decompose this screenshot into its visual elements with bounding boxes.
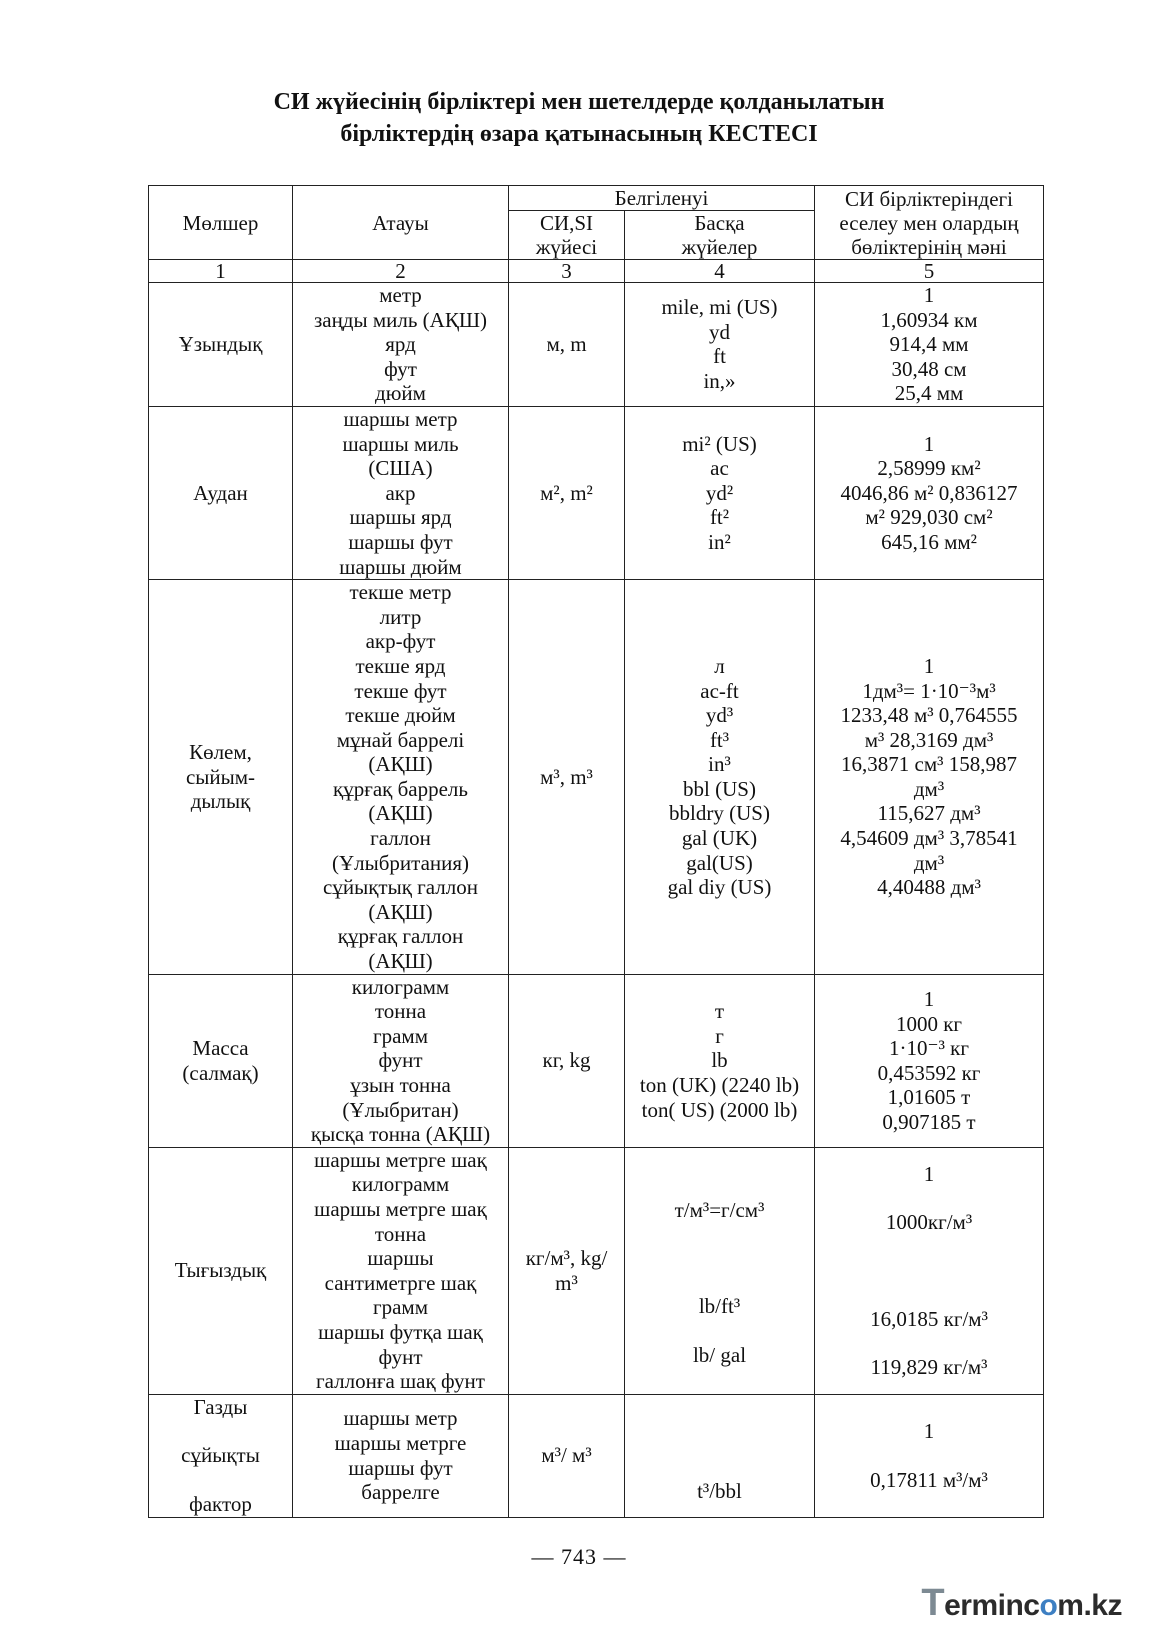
column-number-row — [149, 260, 1044, 283]
cell-line — [817, 1259, 1041, 1283]
cell-line: тонна — [374, 1221, 427, 1246]
cell-line: м³ 28,3169 дм³ — [864, 727, 994, 752]
cell-line: 0,453592 кг — [877, 1060, 981, 1085]
cell-line — [151, 1468, 290, 1492]
cell-line: (салмақ) — [182, 1060, 259, 1085]
cell-line: 1 — [923, 653, 935, 678]
cell-line: фут — [384, 356, 417, 381]
cell-line: mile, mi (US) — [661, 295, 778, 320]
row-quantity — [149, 974, 293, 1147]
cell-line: қысқа тонна (АҚШ) — [310, 1122, 491, 1147]
cell-line: кг/м³, kg/ — [525, 1246, 608, 1271]
title-line-1: СИ жүйесінің бірліктері мен шетелдерде қолданылатын — [273, 89, 885, 115]
cell-line: фунт — [378, 1048, 423, 1073]
row-names — [293, 283, 509, 407]
table-body — [149, 283, 1044, 1518]
header-name: Атауы — [293, 186, 509, 260]
cell-line: құрғақ галлон — [337, 924, 464, 949]
cell-line: Газды — [193, 1394, 248, 1419]
row-si-symbol — [509, 580, 625, 975]
cell-line: мұнай баррелі — [336, 727, 465, 752]
cell-line: Ұзындық — [178, 332, 263, 357]
cell-line: 1,60934 км — [880, 307, 978, 332]
cell-line: шаршы метрге — [334, 1431, 467, 1456]
cell-line: lb/ gal — [692, 1343, 747, 1368]
cell-line: сұйықты — [181, 1443, 260, 1468]
cell-line: 1000кг/м³ — [885, 1210, 973, 1235]
cell-line: галлонға шақ фунт — [316, 1369, 485, 1394]
cell-line: шаршы миль — [342, 431, 459, 456]
cell-line: m³ — [555, 1270, 578, 1295]
cell-line: in³ — [708, 752, 731, 777]
cell-line: 2,58999 км² — [877, 456, 981, 481]
cell-line: шаршы метрге шақ — [314, 1147, 487, 1172]
cell-line — [151, 1419, 290, 1443]
row-names — [293, 580, 509, 975]
cell-line: 1000 кг — [895, 1011, 963, 1036]
cell-line: сұйықтық галлон — [323, 875, 478, 900]
cell-line: шаршы метр — [343, 406, 458, 431]
table-row — [149, 406, 1044, 579]
cell-line: дылық — [190, 789, 251, 814]
header-quantity: Мөлшер — [149, 186, 293, 260]
cell-line: (АҚШ) — [368, 899, 433, 924]
header-other-systems: Басқа жүйелер — [625, 211, 815, 260]
cell-line: шаршы фут — [348, 529, 453, 554]
row-names — [293, 1394, 509, 1517]
cell-line: ac-ft — [700, 678, 739, 703]
cell-line: bbl (US) — [683, 776, 756, 801]
cell-line: (АҚШ) — [368, 801, 433, 826]
cell-line — [817, 1235, 1041, 1259]
cell-line: 1,01605 т — [887, 1085, 971, 1110]
cell-line: ton (UK) (2240 lb) — [639, 1073, 800, 1097]
cell-line: ярд — [385, 332, 416, 357]
page-number: — 743 — — [531, 1544, 627, 1569]
cell-line: 0,907185 т — [882, 1109, 976, 1134]
cell-line: ft² — [709, 505, 730, 530]
cell-line: л — [714, 653, 725, 678]
column-number: 4 — [625, 260, 815, 283]
cell-line: 1 — [923, 283, 935, 307]
cell-line: Масса — [192, 1036, 249, 1061]
row-other-symbols — [625, 1394, 815, 1517]
cell-line: т/м³=г/см³ — [674, 1197, 765, 1222]
cell-line: gal(US) — [686, 850, 753, 875]
table-row — [149, 1147, 1044, 1394]
cell-line: шаршы метр — [343, 1406, 458, 1431]
cell-line — [627, 1222, 812, 1246]
cell-line: (АҚШ) — [368, 949, 433, 974]
cell-line: 0,17811 м³/м³ — [870, 1467, 988, 1492]
table-row — [149, 974, 1044, 1147]
cell-line: in² — [708, 529, 731, 554]
cell-line: ac — [710, 456, 729, 481]
table-row — [149, 283, 1044, 407]
row-quantity — [149, 406, 293, 579]
cell-line — [817, 1444, 1041, 1468]
cell-line: текше ярд — [355, 653, 446, 678]
cell-line — [817, 1331, 1041, 1355]
row-quantity — [149, 283, 293, 407]
cell-line: 1дм³= 1·10⁻³м³ — [862, 678, 996, 703]
cell-line: литр — [379, 604, 422, 629]
cell-line: шаршы метрге шақ — [314, 1196, 487, 1221]
cell-line: Көлем, — [189, 739, 252, 764]
cell-line: м² 929,030 см² — [865, 505, 993, 530]
cell-line: 115,627 дм³ — [877, 801, 981, 826]
cell-line: заңды миль (АҚШ) — [313, 307, 488, 332]
cell-line: in,» — [703, 369, 736, 394]
cell-line: ton( US) (2000 lb) — [641, 1097, 798, 1122]
row-quantity — [149, 1147, 293, 1394]
cell-line: кг, kg — [542, 1048, 591, 1073]
cell-line: дм³ — [913, 776, 945, 801]
row-si-symbol — [509, 1394, 625, 1517]
cell-line: дм³ — [913, 850, 945, 875]
row-si-symbol — [509, 1147, 625, 1394]
cell-line: 4,40488 дм³ — [877, 875, 981, 900]
column-number: 1 — [149, 260, 293, 283]
table-row — [149, 1394, 1044, 1517]
cell-line: 1 — [923, 1419, 935, 1444]
title-line-2: бірліктердің өзара қатынасының КЕСТЕСІ — [340, 121, 818, 147]
row-si-value — [815, 1147, 1044, 1394]
cell-line: Аудан — [193, 480, 248, 505]
cell-line: килограмм — [351, 1172, 450, 1197]
row-names — [293, 974, 509, 1147]
cell-line: mi² (US) — [682, 431, 757, 456]
document-title — [0, 86, 1158, 150]
column-number: 5 — [815, 260, 1044, 283]
site-logo: Termincom.kz — [921, 1582, 1122, 1624]
cell-line: килограмм — [351, 974, 450, 999]
row-other-symbols — [625, 974, 815, 1147]
cell-line: 25,4 мм — [894, 381, 964, 406]
cell-line: 1233,48 м³ 0,764555 — [840, 703, 1018, 728]
column-number: 3 — [509, 260, 625, 283]
cell-line: текше дюйм — [345, 703, 456, 728]
cell-line — [627, 1455, 812, 1479]
cell-line: акр-фут — [365, 629, 436, 654]
cell-line — [627, 1270, 812, 1294]
cell-line: баррелге — [361, 1480, 440, 1505]
cell-line: t³/bbl — [697, 1479, 742, 1504]
cell-line: грамм — [372, 1295, 428, 1320]
row-si-value — [815, 283, 1044, 407]
row-quantity — [149, 1394, 293, 1517]
cell-line: дюйм — [375, 381, 426, 406]
cell-line — [627, 1431, 812, 1455]
cell-line: тонна — [374, 999, 427, 1024]
cell-line — [817, 1186, 1041, 1210]
cell-line — [627, 1319, 812, 1343]
cell-line: bbldry (US) — [669, 801, 770, 826]
row-si-symbol — [509, 974, 625, 1147]
cell-line: (АҚШ) — [368, 752, 433, 777]
cell-line: құрғақ баррель — [333, 776, 468, 801]
cell-line: 1 — [923, 1161, 935, 1186]
cell-line: yd — [709, 319, 730, 344]
row-si-value — [815, 406, 1044, 579]
table-row — [149, 580, 1044, 975]
cell-line: м³/ м³ — [541, 1443, 592, 1468]
cell-line: 119,829 кг/м³ — [870, 1355, 988, 1380]
row-names — [293, 1147, 509, 1394]
cell-line: 1·10⁻³ кг — [889, 1036, 969, 1061]
units-table — [148, 185, 1044, 1518]
cell-line: фактор — [189, 1491, 252, 1516]
cell-line: 914,4 мм — [889, 332, 969, 357]
cell-line: грамм — [372, 1023, 428, 1048]
row-other-symbols — [625, 406, 815, 579]
cell-line: (США) — [368, 456, 433, 481]
cell-line: 16,3871 см³ 158,987 — [841, 752, 1017, 777]
cell-line: 4046,86 м² 0,836127 — [840, 480, 1018, 505]
cell-line: шаршы фут — [348, 1455, 453, 1480]
row-quantity — [149, 580, 293, 975]
column-number: 2 — [293, 260, 509, 283]
cell-line: шаршы ярд — [349, 505, 452, 530]
cell-line — [627, 1407, 812, 1431]
cell-line: г — [715, 1023, 724, 1048]
cell-line: yd³ — [705, 703, 734, 728]
cell-line: м³, m³ — [540, 764, 593, 789]
cell-line: 645,16 мм² — [881, 529, 977, 554]
cell-line: lb/ft³ — [698, 1294, 741, 1319]
cell-line: 1 — [923, 986, 935, 1011]
row-si-value — [815, 974, 1044, 1147]
cell-line: шаршы футқа шақ — [318, 1319, 483, 1344]
header-si-value: СИ бірліктеріндегі еселеу мен олардың бөліктерінің мәні — [815, 186, 1044, 260]
cell-line: ft³ — [709, 727, 730, 752]
cell-line: метр — [379, 283, 422, 307]
cell-line — [627, 1174, 812, 1198]
cell-line: текше фут — [354, 678, 447, 703]
cell-line: gal (UK) — [681, 826, 758, 851]
cell-line — [627, 1246, 812, 1270]
cell-line — [817, 1283, 1041, 1307]
cell-line: шаршы — [367, 1246, 434, 1271]
row-other-symbols — [625, 283, 815, 407]
cell-line: (Ұлыбритания) — [331, 850, 470, 875]
cell-line: м², m² — [540, 480, 593, 505]
cell-line: 4,54609 дм³ 3,78541 — [840, 826, 1018, 851]
cell-line: Тығыздық — [174, 1258, 267, 1283]
cell-line: gal diy (US) — [667, 875, 772, 900]
cell-line: фунт — [378, 1344, 423, 1369]
cell-line: т — [714, 999, 725, 1024]
cell-line: ұзын тонна — [350, 1073, 451, 1097]
cell-line: lb — [711, 1048, 728, 1073]
cell-line: 30,48 см — [891, 356, 967, 381]
cell-line: 16,0185 кг/м³ — [870, 1306, 988, 1331]
row-other-symbols — [625, 1147, 815, 1394]
header-designation: Белгіленуі — [509, 186, 815, 211]
header-si-system: СИ,SI жүйесі — [509, 211, 625, 260]
cell-line: галлон — [370, 826, 431, 851]
row-si-symbol — [509, 406, 625, 579]
cell-line: м, m — [546, 332, 587, 357]
cell-line: ft — [713, 344, 726, 369]
cell-line: акр — [385, 480, 416, 505]
row-si-symbol — [509, 283, 625, 407]
cell-line: (Ұлыбритан) — [342, 1097, 459, 1122]
row-other-symbols — [625, 580, 815, 975]
cell-line: сыйым- — [185, 764, 256, 789]
cell-line: сантиметрге шақ — [324, 1270, 477, 1295]
cell-line: yd² — [705, 480, 734, 505]
row-names — [293, 406, 509, 579]
row-si-value — [815, 1394, 1044, 1517]
row-si-value — [815, 580, 1044, 975]
cell-line: шаршы дюйм — [339, 554, 462, 579]
cell-line: 1 — [923, 431, 935, 456]
cell-line: текше метр — [349, 580, 452, 605]
